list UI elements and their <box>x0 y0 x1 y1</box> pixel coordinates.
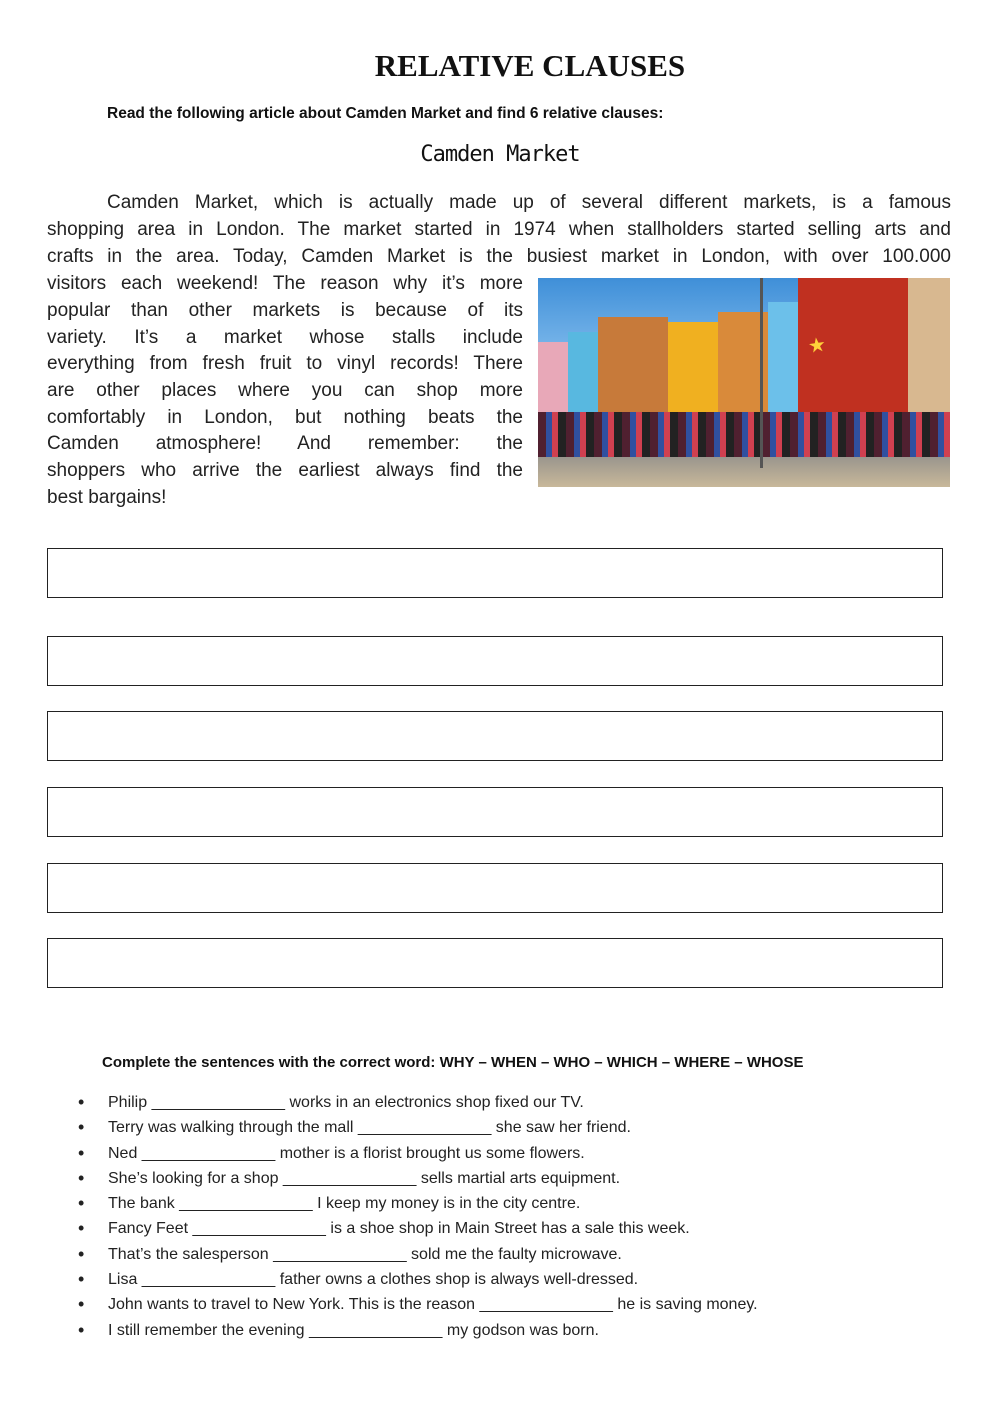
sentence-list <box>78 1090 758 1343</box>
instruction-find-clauses: Read the following article about Camden Market and find 6 relative clauses: <box>107 105 664 122</box>
answer-box-1[interactable] <box>47 548 943 598</box>
article-line: variety. It’s a market whose stalls include <box>47 327 523 348</box>
article-heading: Camden Market <box>420 142 580 167</box>
sentence-item: • Fancy Feet _______________ is a shoe shop in Main Street has a sale this week. <box>78 1216 758 1241</box>
article-line: everything from fresh fruit to vinyl records! There <box>47 353 523 374</box>
answer-box-5[interactable] <box>47 863 943 913</box>
sentence-item: • I still remember the evening _______________ my godson was born. <box>78 1318 758 1343</box>
sentence-item: • Lisa _______________ father owns a clothes shop is always well-dressed. <box>78 1267 758 1292</box>
article-line: Camden atmosphere! And remember: the <box>47 433 523 454</box>
article-line: crafts in the area. Today, Camden Market is the busiest market in London, with over 100.000 <box>47 246 951 267</box>
answer-box-6[interactable] <box>47 938 943 988</box>
sentence-item: • She’s looking for a shop _______________ sells martial arts equipment. <box>78 1166 758 1191</box>
sentence-item: • Philip _______________ works in an electronics shop fixed our TV. <box>78 1090 758 1115</box>
article-line: popular than other markets is because of its <box>47 300 523 321</box>
article-line: are other places where you can shop more <box>47 380 523 401</box>
page-title: RELATIVE CLAUSES <box>374 48 686 83</box>
sentence-item: • Ned _______________ mother is a florist brought us some flowers. <box>78 1141 758 1166</box>
instruction-complete-sentences: Complete the sentences with the correct word: WHY – WHEN – WHO – WHICH – WHERE – WHOSE <box>102 1054 804 1071</box>
article-line: visitors each weekend! The reason why it’s more <box>47 273 523 294</box>
sentence-item: • The bank _______________ I keep my money is in the city centre. <box>78 1191 758 1216</box>
article-line: Camden Market, which is actually made up of several different markets, is a famous <box>107 192 951 213</box>
tattoo-sign: ★ <box>806 331 828 359</box>
answer-box-2[interactable] <box>47 636 943 686</box>
answer-box-3[interactable] <box>47 711 943 761</box>
article-line: comfortably in London, but nothing beats the <box>47 407 523 428</box>
sentence-item: • Terry was walking through the mall _______________ she saw her friend. <box>78 1115 758 1140</box>
article-line: shoppers who arrive the earliest always find the <box>47 460 523 481</box>
sentence-item: • That’s the salesperson _______________ sold me the faulty microwave. <box>78 1242 758 1267</box>
camden-market-photo <box>538 278 950 487</box>
sentence-item: • John wants to travel to New York. This is the reason _______________ he is saving money. <box>78 1292 758 1317</box>
answer-box-4[interactable] <box>47 787 943 837</box>
article-line: best bargains! <box>47 487 167 508</box>
article-line: shopping area in London. The market started in 1974 when stallholders started selling arts and <box>47 219 951 240</box>
